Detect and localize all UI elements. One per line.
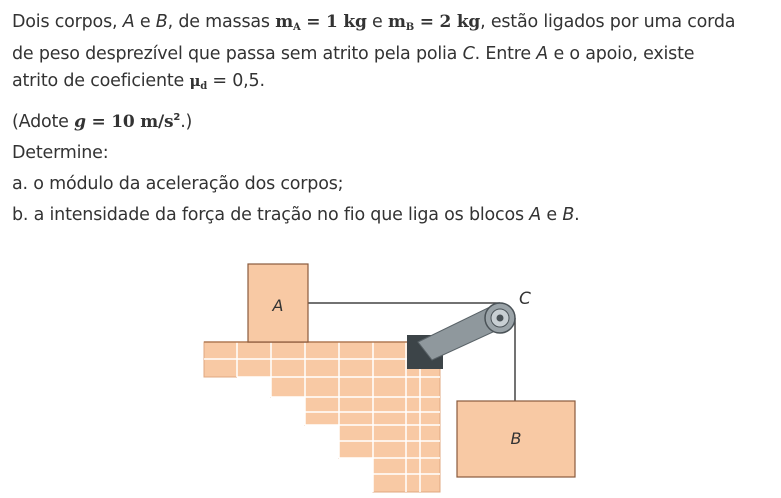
text-run: . Entre (474, 44, 537, 64)
gravity-exponent: 2 (173, 112, 181, 123)
gravity-value: = 10 m/s (85, 112, 174, 132)
problem-line-5: Determine: (12, 143, 109, 163)
block-a (248, 264, 308, 342)
mass-symbol: m (387, 12, 406, 32)
text-run: .) (180, 112, 193, 132)
text-run: , estão ligados por uma corda (480, 12, 736, 32)
mu-symbol: μ (189, 72, 201, 90)
block-b (457, 401, 575, 477)
text-run: , de massas (167, 12, 276, 32)
pulley-c-ref: C (462, 44, 475, 64)
text-run: (Adote (12, 112, 75, 132)
text-run: . (574, 205, 580, 225)
text-run: de peso desprezível que passa sem atrito pela polia (12, 44, 463, 64)
text-run: b. a intensidade da força de tração no fio que liga os blocos (12, 205, 530, 225)
question-a: a. o módulo da aceleração dos corpos; (12, 174, 344, 194)
support-body (204, 342, 440, 492)
mu-subscript: d (200, 81, 208, 92)
pulley-c (485, 303, 515, 333)
text-run: e (541, 205, 563, 225)
block-a-label: A (272, 296, 284, 315)
pulley-axle (497, 315, 504, 322)
text-run: e (134, 12, 156, 32)
mass-subscript: A (292, 22, 301, 33)
text-run: e (366, 12, 388, 32)
text-run: atrito de coeficiente (12, 71, 190, 91)
body-b-ref: B (155, 12, 168, 32)
mass-subscript: B (405, 22, 414, 33)
body-a-ref: A (529, 205, 542, 225)
body-b-ref: B (562, 205, 575, 225)
gravity-symbol: g (74, 112, 86, 132)
block-b-label: B (510, 429, 522, 448)
mu-value: = 0,5. (207, 71, 265, 91)
mass-value: = 2 kg (414, 12, 481, 32)
support-staircase (204, 342, 440, 492)
body-a-ref: A (536, 44, 549, 64)
text-run: e o apoio, existe (548, 44, 695, 64)
mass-value: = 1 kg (300, 12, 367, 32)
pulley-label: C (519, 289, 531, 309)
body-a-ref: A (122, 12, 135, 32)
text-run: Dois corpos, (12, 12, 123, 32)
mass-symbol: m (275, 12, 293, 32)
